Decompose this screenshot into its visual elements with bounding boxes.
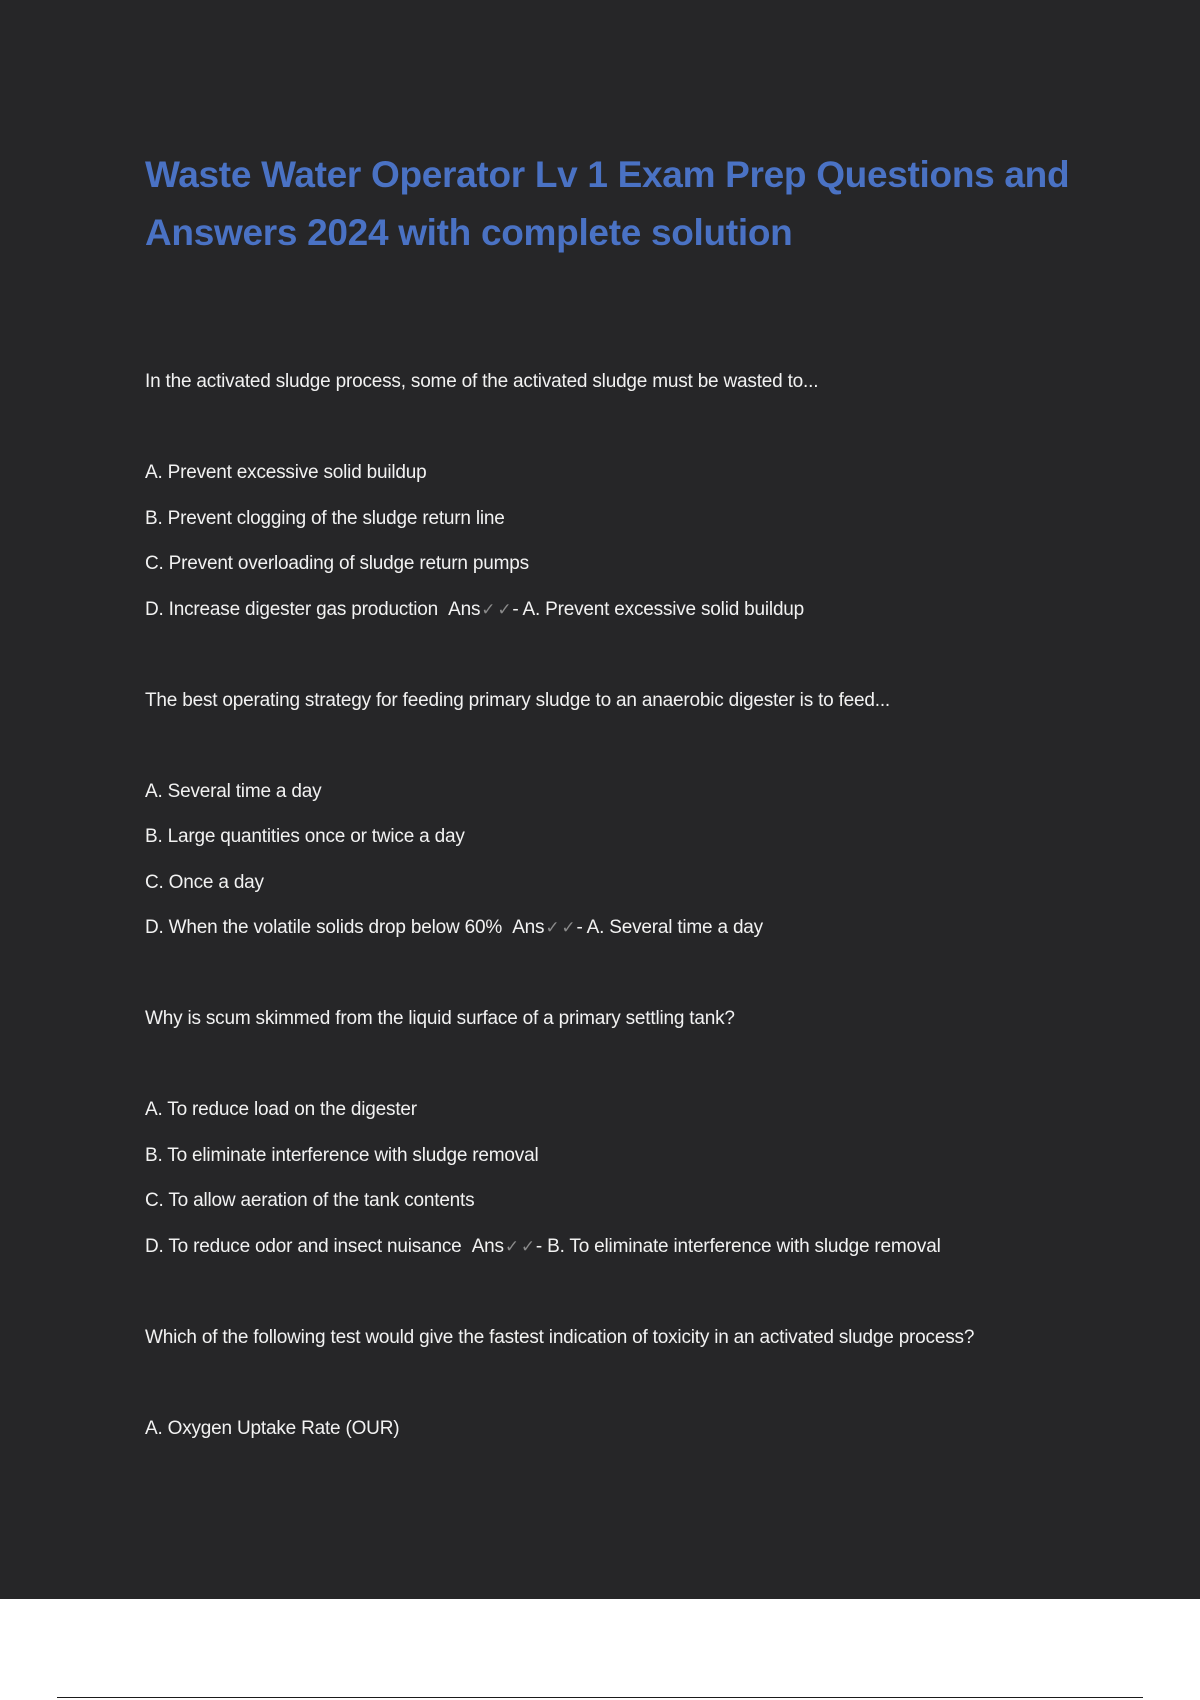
question-text: Why is scum skimmed from the liquid surface of a primary settling tank? <box>145 1008 735 1029</box>
correct-answer: - B. To eliminate interference with sludge removal <box>535 1236 941 1257</box>
checkmark-icon: ✓ <box>504 1237 519 1256</box>
answer-option: D. Increase digester gas production <box>145 599 438 620</box>
answer-option: B. Large quantities once or twice a day <box>145 826 465 847</box>
answer-option: A. Several time a day <box>145 781 322 802</box>
answer-prefix: Ans <box>448 599 481 620</box>
answer-option: C. To allow aeration of the tank contents <box>145 1190 475 1211</box>
checkmark-icon: ✓ <box>545 918 560 937</box>
question-text: The best operating strategy for feeding primary sludge to an anaerobic digester is to feed... <box>145 690 891 711</box>
answer-option: A. Oxygen Uptake Rate (OUR) <box>145 1418 400 1439</box>
answer-option-with-key <box>145 1234 941 1260</box>
question-text: Which of the following test would give the fastest indication of toxicity in an activated sludge process? <box>145 1327 975 1348</box>
checkmark-icon: ✓ <box>561 918 576 937</box>
checkmark-icon: ✓ <box>520 1237 535 1256</box>
answer-option-with-key <box>145 597 804 623</box>
checkmark-icon: ✓ <box>481 600 496 619</box>
answer-option: A. To reduce load on the digester <box>145 1099 417 1120</box>
answer-prefix: Ans <box>512 917 545 938</box>
answer-option: B. Prevent clogging of the sludge return line <box>145 508 505 529</box>
answer-option-with-key <box>145 915 763 941</box>
footer-rule <box>57 1697 1143 1698</box>
correct-answer: - A. Prevent excessive solid buildup <box>512 599 805 620</box>
correct-answer: - A. Several time a day <box>576 917 763 938</box>
checkmark-icon: ✓ <box>497 600 512 619</box>
answer-prefix: Ans <box>471 1236 504 1257</box>
question-text: In the activated sludge process, some of the activated sludge must be wasted to... <box>145 371 819 392</box>
answer-option: C. Prevent overloading of sludge return pumps <box>145 553 529 574</box>
answer-option: D. When the volatile solids drop below 60% <box>145 917 503 938</box>
answer-option: D. To reduce odor and insect nuisance <box>145 1236 462 1257</box>
answer-option: A. Prevent excessive solid buildup <box>145 462 427 483</box>
answer-option: B. To eliminate interference with sludge removal <box>145 1145 539 1166</box>
document-title: Waste Water Operator Lv 1 Exam Prep Questions and Answers 2024 with complete solution <box>145 154 1070 253</box>
answer-option: C. Once a day <box>145 872 264 893</box>
